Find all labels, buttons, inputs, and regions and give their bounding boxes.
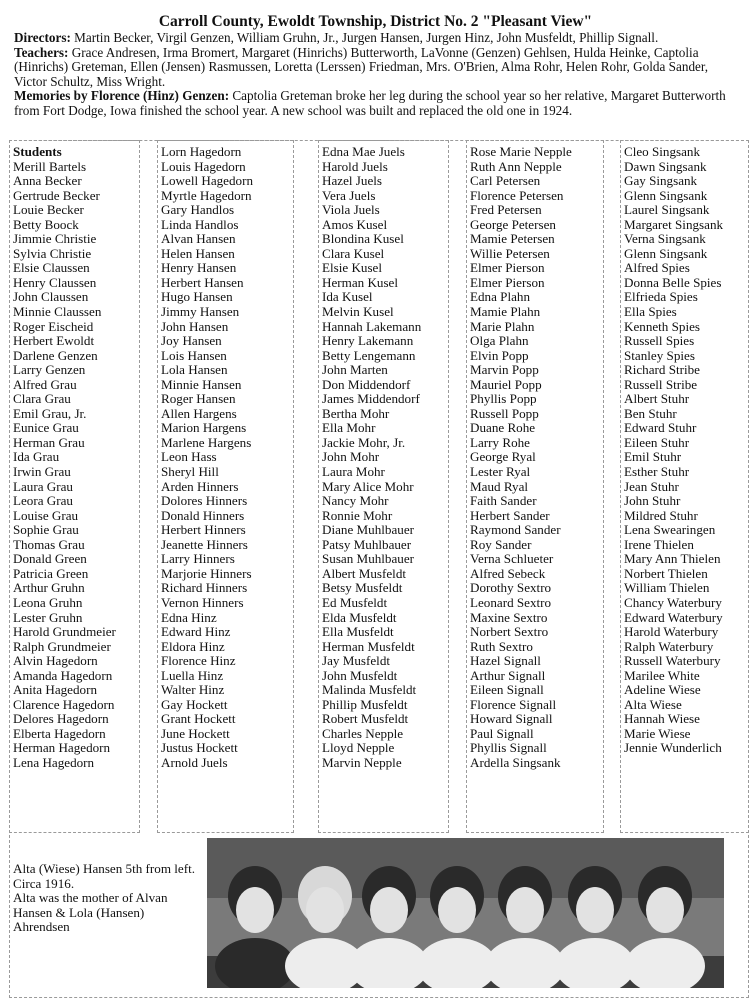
student-name: Lloyd Nepple [322, 740, 395, 756]
intro-section [14, 31, 738, 119]
student-name: Edward Waterbury [624, 609, 723, 625]
student-name: Emil Grau, Jr. [13, 405, 87, 421]
figure-face [438, 887, 476, 933]
student-name: Maxine Sextro [470, 609, 548, 625]
figure-face [306, 887, 344, 933]
student-name: Delores Hagedorn [13, 711, 109, 727]
student-name: Fred Petersen [470, 202, 542, 218]
student-name: Edna Hinz [161, 609, 217, 625]
student-name: Alvin Hagedorn [13, 653, 98, 669]
directors-label: Directors: [14, 30, 71, 45]
student-name: Russell Popp [470, 405, 539, 421]
student-name: Anna Becker [13, 173, 82, 189]
student-name: George Ryal [470, 449, 536, 465]
student-name: Stanley Spies [624, 347, 695, 363]
student-name: Raymond Sander [470, 522, 561, 538]
student-name: Dawn Singsank [624, 158, 707, 174]
student-name: Lola Hansen [161, 362, 228, 378]
student-name: Leona Gruhn [13, 594, 83, 610]
student-column-1 [9, 140, 140, 833]
student-name: Elfrieda Spies [624, 289, 698, 305]
student-name: Arden Hinners [161, 478, 239, 494]
student-name: Herman Kusel [322, 274, 398, 290]
student-name: Norbert Sextro [470, 624, 549, 640]
student-name: Vera Juels [322, 187, 376, 203]
student-name: Mildred Stuhr [624, 507, 698, 523]
student-name: Laura Grau [13, 478, 73, 494]
student-name: Leon Hass [161, 449, 217, 465]
student-name: Ruth Ann Nepple [470, 158, 562, 174]
student-name: John Hansen [161, 318, 229, 334]
student-name: Joy Hansen [161, 333, 222, 349]
student-name: Hugo Hansen [161, 289, 233, 305]
student-name: Jean Stuhr [624, 478, 679, 494]
student-name: Charles Nepple [322, 725, 404, 741]
student-name: Esther Stuhr [624, 464, 690, 480]
photo-caption [13, 862, 199, 935]
student-name: Roger Eischeid [13, 318, 94, 334]
student-name: Laura Mohr [322, 464, 385, 480]
student-name: Richard Hinners [161, 580, 248, 596]
student-name: Mamie Petersen [470, 231, 555, 247]
student-name: Elda Musfeldt [322, 609, 397, 625]
student-name: Alfred Sebeck [470, 565, 546, 581]
student-name: Clara Kusel [322, 245, 385, 261]
student-name: Harold Grundmeier [13, 624, 116, 640]
student-name: Minnie Claussen [13, 304, 102, 320]
student-name: Gay Hockett [161, 696, 228, 712]
student-name: Arthur Signall [470, 667, 546, 683]
student-name: Marvin Nepple [322, 754, 402, 770]
student-name: Mary Alice Mohr [322, 478, 414, 494]
student-name: Larry Rohe [470, 434, 530, 450]
student-name: Lena Swearingen [624, 522, 716, 538]
student-name: Donna Belle Spies [624, 274, 722, 290]
student-name: Jennie Wunderlich [624, 740, 722, 756]
caption-line-2: Alta was the mother of Alvan Hansen & Lola (Hansen) Ahrendsen [13, 890, 168, 935]
figure-face [576, 887, 614, 933]
student-name: Helen Hansen [161, 245, 235, 261]
student-name: Lowell Hagedorn [161, 173, 253, 189]
student-name: Betsy Musfeldt [322, 580, 403, 596]
student-name: Amos Kusel [322, 216, 388, 232]
student-name: Glenn Singsank [624, 187, 708, 203]
student-name: Edward Stuhr [624, 420, 697, 436]
student-column-3 [318, 140, 449, 833]
student-name: Eileen Stuhr [624, 434, 690, 450]
student-name: Herbert Hinners [161, 522, 246, 538]
student-name: Grant Hockett [161, 711, 236, 727]
student-name: Phyllis Popp [470, 391, 537, 407]
student-name: Betty Boock [13, 216, 79, 232]
student-name: Hannah Lakemann [322, 318, 422, 334]
student-name: Paul Signall [470, 725, 534, 741]
student-name: John Mohr [322, 449, 380, 465]
student-name: Phyllis Signall [470, 740, 547, 756]
student-name: Jay Musfeldt [322, 653, 391, 669]
student-name: Amanda Hagedorn [13, 667, 113, 683]
student-name: Thomas Grau [13, 536, 85, 552]
student-list [624, 145, 748, 756]
student-name: John Marten [322, 362, 388, 378]
student-name: Florence Signall [470, 696, 557, 712]
student-name: Louis Hagedorn [161, 158, 246, 174]
figure-face [236, 887, 274, 933]
student-name: Elmer Pierson [470, 274, 545, 290]
student-name: Ella Musfeldt [322, 624, 394, 640]
student-name: Hazel Signall [470, 653, 541, 669]
student-name: Henry Claussen [13, 274, 97, 290]
student-name: Susan Muhlbauer [322, 551, 415, 567]
student-name: Herman Hagedorn [13, 740, 111, 756]
student-name: Herman Grau [13, 434, 85, 450]
student-name: Mauriel Popp [470, 376, 542, 392]
student-name: Marilee White [624, 667, 700, 683]
student-name: James Middendorf [322, 391, 420, 407]
student-name: Marie Wiese [624, 725, 691, 741]
student-name: Margaret Singsank [624, 216, 724, 232]
student-name: Anita Hagedorn [13, 682, 97, 698]
student-name: Donald Green [13, 551, 87, 567]
student-name: Louise Grau [13, 507, 79, 523]
student-name: Ronnie Mohr [322, 507, 393, 523]
student-name: Nancy Mohr [322, 493, 389, 509]
student-name: Elsie Claussen [13, 260, 90, 276]
student-name: Dolores Hinners [161, 493, 248, 509]
student-name: Ruth Sextro [470, 638, 533, 654]
student-name: Lester Ryal [470, 464, 531, 480]
student-name: Louie Becker [13, 202, 84, 218]
student-name: Malinda Musfeldt [322, 682, 417, 698]
student-name: Ardella Singsank [470, 754, 561, 770]
student-name: Ed Musfeldt [322, 594, 388, 610]
student-name: Verna Schlueter [470, 551, 554, 567]
group-photo-image [207, 838, 724, 988]
student-name: Marjorie Hinners [161, 565, 252, 581]
student-name: Myrtle Hagedorn [161, 187, 252, 203]
student-column-4 [466, 140, 604, 833]
teachers-label: Teachers: [14, 44, 69, 60]
student-name: Alfred Grau [13, 376, 77, 392]
student-name: Norbert Thielen [624, 565, 708, 581]
student-name: Jimmie Christie [13, 231, 97, 247]
student-name: Marvin Popp [470, 362, 539, 378]
student-name: Ralph Grundmeier [13, 638, 111, 654]
student-name: Edna Mae Juels [322, 144, 405, 159]
student-name: Sophie Grau [13, 522, 79, 538]
student-name: Patsy Muhlbauer [322, 536, 412, 552]
student-name: Henry Lakemann [322, 333, 414, 349]
student-name: Sheryl Hill [161, 464, 219, 480]
student-name: Elsie Kusel [322, 260, 383, 276]
student-name: Glenn Singsank [624, 245, 708, 261]
student-name: Clara Grau [13, 391, 71, 407]
student-name: Harold Juels [322, 158, 388, 174]
student-name: Merill Bartels [13, 158, 87, 174]
student-name: Ella Spies [624, 304, 677, 320]
student-name: Donald Hinners [161, 507, 245, 523]
student-name: Russell Waterbury [624, 653, 721, 669]
student-name: Gertrude Becker [13, 187, 100, 203]
caption-line-1: Alta (Wiese) Hansen 5th from left. Circa 1916. [13, 861, 195, 891]
student-name: Cleo Singsank [624, 144, 701, 159]
student-name: Walter Hinz [161, 682, 225, 698]
student-name: Alta Wiese [624, 696, 682, 712]
student-list [161, 145, 293, 771]
page-title: Carroll County, Ewoldt Township, District No. 2 "Pleasant View" [158, 13, 593, 30]
student-name: Arnold Juels [161, 754, 228, 770]
student-name: Hazel Juels [322, 173, 382, 189]
student-name: Larry Genzen [13, 362, 86, 378]
student-name: Edward Hinz [161, 624, 231, 640]
student-name: Henry Hansen [161, 260, 237, 276]
student-name: Herbert Sander [470, 507, 550, 523]
student-name: Roy Sander [470, 536, 532, 552]
student-name: Herbert Ewoldt [13, 333, 95, 349]
student-name: Phillip Musfeldt [322, 696, 408, 712]
student-name: Gay Singsank [624, 173, 698, 189]
student-name: Luella Hinz [161, 667, 224, 683]
student-name: Chancy Waterbury [624, 594, 722, 610]
student-name: Adeline Wiese [624, 682, 701, 698]
student-list [322, 145, 448, 771]
student-name: Jeanette Hinners [161, 536, 248, 552]
student-name: Blondina Kusel [322, 231, 404, 247]
memories-label: Memories by Florence (Hinz) Genzen: [14, 88, 230, 104]
student-name: Irwin Grau [13, 464, 71, 480]
student-name: Olga Plahn [470, 333, 529, 349]
student-name: Duane Rohe [470, 420, 536, 436]
student-name: John Musfeldt [322, 667, 398, 683]
student-name: Vernon Hinners [161, 594, 244, 610]
student-name: John Claussen [13, 289, 89, 305]
student-name: Verna Singsank [624, 231, 706, 247]
student-name: Albert Stuhr [624, 391, 690, 407]
student-name: Ralph Waterbury [624, 638, 714, 654]
teachers-text: Grace Andresen, Irma Bromert, Margaret (Hinrichs) Butterworth, LaVonne (Genzen) Gehlsen, Hulda Heinke, Captolia (Hinrichs) Greteman, Ellen (Jensen) Rasmussen, Loretta (Lerssen) Friedman, Mrs. O'Brien, Alma Rohr, Helen Rohr, Golda Sander, Victor Schultz, Miss Wright. [14, 44, 709, 89]
student-name: Marlene Hargens [161, 434, 252, 450]
figure-face [646, 887, 684, 933]
student-name: Russell Stribe [624, 376, 698, 392]
student-name: Albert Musfeldt [322, 565, 407, 581]
student-name: Howard Signall [470, 711, 553, 727]
student-name: Russell Spies [624, 333, 695, 349]
student-name: Linda Handlos [161, 216, 239, 232]
student-name: Leora Grau [13, 493, 73, 509]
student-name: Ben Stuhr [624, 405, 677, 421]
student-name: William Thielen [624, 580, 710, 596]
student-name: Clarence Hagedorn [13, 696, 115, 712]
student-name: Marion Hargens [161, 420, 247, 436]
student-name: Lorn Hagedorn [161, 144, 242, 159]
student-name: Herbert Hansen [161, 274, 244, 290]
student-name: Roger Hansen [161, 391, 236, 407]
student-name: Herman Musfeldt [322, 638, 415, 654]
figure-face [506, 887, 544, 933]
student-name: Willie Petersen [470, 245, 550, 261]
student-list [13, 145, 139, 771]
student-name: Jackie Mohr, Jr. [322, 434, 406, 450]
student-name: Viola Juels [322, 202, 380, 218]
student-name: Harold Waterbury [624, 624, 719, 640]
student-name: Arthur Gruhn [13, 580, 85, 596]
student-name: Edna Plahn [470, 289, 531, 305]
student-name: Eldora Hinz [161, 638, 225, 654]
student-name: Elberta Hagedorn [13, 725, 106, 741]
student-name: Florence Hinz [161, 653, 236, 669]
student-name: Dorothy Sextro [470, 580, 552, 596]
student-name: Justus Hockett [161, 740, 238, 756]
student-name: Richard Stribe [624, 362, 700, 378]
memories-paragraph [14, 89, 738, 118]
student-name: Don Middendorf [322, 376, 411, 392]
student-name: Elvin Popp [470, 347, 529, 363]
student-name: Faith Sander [470, 493, 537, 509]
student-name: Ella Mohr [322, 420, 376, 436]
student-name: Marie Plahn [470, 318, 535, 334]
teachers-paragraph [14, 46, 738, 90]
memories-text: Captolia Greteman broke her leg during the school year so her relative, Margaret Butterworth from Fort Dodge, Iowa finished the school year. A new school was built and replaced the old one in 1924. [14, 88, 726, 118]
student-name: Allen Hargens [161, 405, 237, 421]
student-name: John Stuhr [624, 493, 681, 509]
student-column-5 [620, 140, 749, 833]
student-name: Alvan Hansen [161, 231, 236, 247]
student-name: Melvin Kusel [322, 304, 394, 320]
students-heading: Students [13, 144, 62, 159]
student-name: Lester Gruhn [13, 609, 83, 625]
student-name: Larry Hinners [161, 551, 235, 567]
student-name: George Petersen [470, 216, 556, 232]
student-name: Eileen Signall [470, 682, 544, 698]
student-name: Bertha Mohr [322, 405, 390, 421]
directors-text: Martin Becker, Virgil Genzen, William Gruhn, Jr., Jurgen Hansen, Jurgen Hinz, John Musfeldt, Phillip Signall. [70, 30, 659, 45]
student-name: Hannah Wiese [624, 711, 700, 727]
student-name: Elmer Pierson [470, 260, 545, 276]
student-name: Laurel Singsank [624, 202, 710, 218]
student-name: Mamie Plahn [470, 304, 541, 320]
student-name: Gary Handlos [161, 202, 235, 218]
student-column-2 [157, 140, 294, 833]
figure-face [370, 887, 408, 933]
student-name: Ida Grau [13, 449, 60, 465]
student-name: Robert Musfeldt [322, 711, 409, 727]
student-name: Patricia Green [13, 565, 89, 581]
student-name: Lois Hansen [161, 347, 227, 363]
student-list [470, 145, 603, 771]
student-name: Carl Petersen [470, 173, 541, 189]
student-name: Leonard Sextro [470, 594, 552, 610]
student-name: Darlene Genzen [13, 347, 98, 363]
student-name: June Hockett [161, 725, 230, 741]
student-name: Diane Muhlbauer [322, 522, 414, 538]
student-name: Minnie Hansen [161, 376, 242, 392]
group-photo [207, 838, 724, 988]
student-name: Kenneth Spies [624, 318, 701, 334]
student-name: Rose Marie Nepple [470, 144, 572, 159]
student-name: Maud Ryal [470, 478, 529, 494]
student-name: Betty Lengemann [322, 347, 416, 363]
directors-paragraph [14, 31, 738, 46]
student-name: Jimmy Hansen [161, 304, 240, 320]
student-name: Lena Hagedorn [13, 754, 95, 770]
student-name: Emil Stuhr [624, 449, 682, 465]
student-name: Mary Ann Thielen [624, 551, 721, 567]
student-name: Irene Thielen [624, 536, 694, 552]
student-name: Ida Kusel [322, 289, 373, 305]
student-name: Eunice Grau [13, 420, 79, 436]
student-name: Florence Petersen [470, 187, 564, 203]
student-name: Alfred Spies [624, 260, 690, 276]
student-name: Sylvia Christie [13, 245, 92, 261]
